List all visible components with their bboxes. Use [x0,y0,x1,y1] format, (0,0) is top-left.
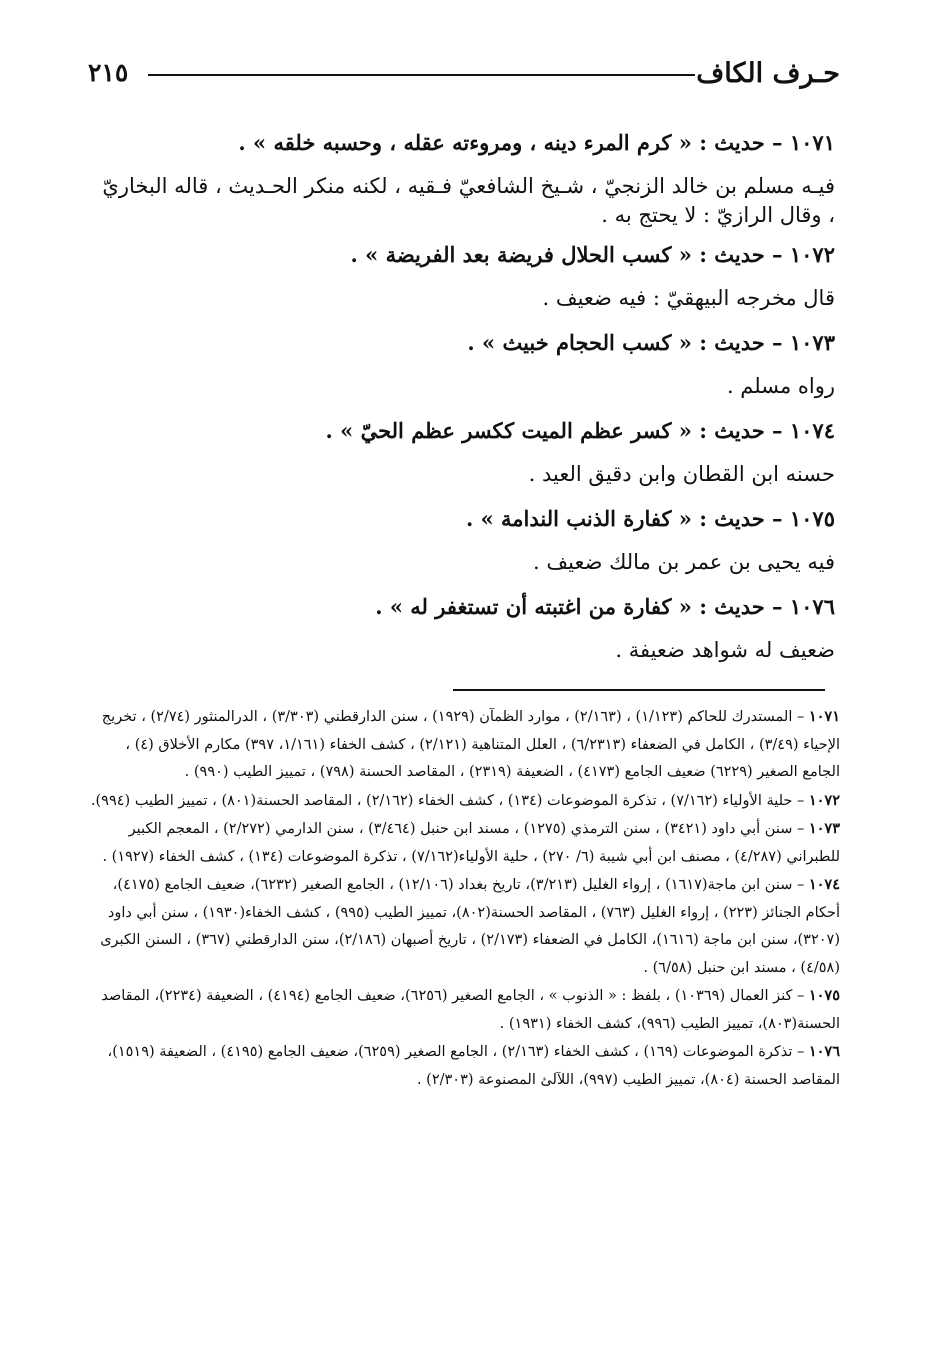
footnote-number: ١٠٧٢ [808,791,840,809]
footnote-text: – كنز العمال (١٠٣٦٩) ، بلفظ : « الذنوب » ، الجامع الصغير (٦٢٥٦)، ضعيف الجامع (٤١٩٤) ، الضعيفة (٢٢٣٤)، المقاصد الحسنة(٨٠٣)، تمييز الطيب (٩٩٦)، كشف الخفاء (١٩٣١) . [101,988,840,1032]
footnote-text: – حلية الأولياء (٧/١٦٢) ، تذكرة الموضوعات (١٣٤) ، كشف الخفاء (٢/١٦٢) ، المقاصد الحسنة(٨٠١) ، تمييز الطيب (٩٩٤). [90,792,809,809]
footnote-text: – المستدرك للحاكم (١/١٢٣) ، (٢/١٦٣) ، موارد الظمآن (١٩٢٩) ، سنن الدارقطني (٣/٣٠٣) ، الدرالمنثور (٢/٧٤) ، تخريج الإحياء (٣/٤٩) ، الكامل في الضعفاء (٦/٢٣١٣) ، العلل المتناهية (٢/١٢١) ، كشف الخفاء (١/١٦١، ٣٩٧) مكارم الأخلاق (٤) ، الجامع الصغير (٦٢٢٩) ضعيف الجامع (٤١٧٣) ، الضعيفة (٢٣١٩) ، المقاصد الحسنة (٧٩٨) ، تمييز الطيب (٩٩٠) . [101,709,840,780]
comment-1076: ضعيف له شواهد ضعيفة . [615,638,835,662]
footnote-text: – سنن ابن ماجة(١٦١٧) ، إرواء الغليل (٣/٢١٣)، تاريخ بغداد (١٢/١٠٦) ، الجامع الصغير (٦٢٣٢)، ضعيف الجامع (٤١٧٥)، أحكام الجنائز (٢٢٣) ، إرواء الغليل (٧٦٣) ، المقاصد الحسنة(٨٠٢)، تمييز الطيب (٩٩٥) ، كشف الخفاء(١٩٣٠) ، سنن أبي داود (٣٢٠٧)، سنن ابن ماجة (١٦١٦)، الكامل في الضعفاء (٢/١٧٣) ، تاريخ أصبهان (٢/١٨٦)، سنن الدارقطني (٣٦٧) ، السنن الكبرى (٤/٥٨) ، مسند ابن حنبل (٦/٥٨) . [100,877,840,976]
comment-1071: فيـه مسلم بن خالد الزنجيّ ، شـيخ الشافعيّ فـقيه ، لكنه منكر الحـديث ، قاله البخاريّ ، وقال الرازيّ : لا يحتج به . [102,174,835,227]
comment-1072: قال مخرجه البيهقيّ : فيه ضعيف . [542,286,835,310]
comment-1075: فيه يحيى بن عمر بن مالك ضعيف . [533,550,835,574]
page-number: ٢١٥ [88,58,129,87]
main-text [90,128,835,680]
footnote-number: ١٠٧٦ [808,1043,840,1060]
footnote-1073 [88,815,840,871]
footnote-number: ١٠٧٥ [808,987,840,1004]
comment-1073: رواه مسلم . [726,374,835,398]
footnote-number: ١٠٧٣ [808,820,840,837]
footnote-1076 [88,1038,840,1094]
footnote-text: – تذكرة الموضوعات (١٦٩) ، كشف الخفاء (٢/١٦٣) ، الجامع الصغير (٦٢٥٩)، ضعيف الجامع (٤١٩٥) ، الضعيفة (١٥١٩)، المقاصد الحسنة (٨٠٤)، تمييز الطيب (٩٩٧)، اللآلئ المصنوعة (٢/٣٠٣) . [107,1044,840,1088]
footnotes [88,703,840,1094]
hadith-1074: ١٠٧٤ – حديث : « كسر عظم الميت ككسر عظم الحيّ » . [325,418,835,443]
hadith-1075: ١٠٧٥ – حديث : « كفارة الذنب الندامة » . [465,506,835,531]
footnote-1072 [88,787,840,816]
hadith-1073: ١٠٧٣ – حديث : « كسب الحجام خبيث » . [467,330,835,355]
comment-1074: حسنه ابن القطان وابن دقيق العيد . [528,462,835,486]
footnote-number: ١٠٧١ [808,708,840,725]
footnote-text: – سنن أبي داود (٣٤٢١) ، سنن الترمذي (١٢٧٥) ، مسند ابن حنبل (٣/٤٦٤) ، سنن الدارمي (٢/٢٧٢) ، المعجم الكبير للطبراني (٤/٢٨٧) ، مصنف ابن أبي شيبة (٦/ ٢٧٠) ، حلية الأولياء(٧/١٦٢) ، تذكرة الموضوعات (١٣٤) ، كشف الخفاء (١٩٢٧) . [102,821,840,865]
footnote-1075 [88,982,840,1038]
header-rule [148,74,695,76]
chapter-title: حـرف الكاف [696,58,840,89]
footnote-1074 [88,871,840,982]
footnote-separator [453,689,825,691]
hadith-1071: ١٠٧١ – حديث : « كرم المرء دينه ، ومروءته عقله ، وحسبه خلقه » . [238,130,835,155]
hadith-1072: ١٠٧٢ – حديث : « كسب الحلال فريضة بعد الفريضة » . [350,242,835,267]
footnote-number: ١٠٧٤ [808,876,840,893]
footnote-1071 [88,703,840,787]
hadith-1076: ١٠٧٦ – حديث : « كفارة من اغتبته أن تستغفر له » . [375,594,835,619]
page-header [88,58,840,98]
